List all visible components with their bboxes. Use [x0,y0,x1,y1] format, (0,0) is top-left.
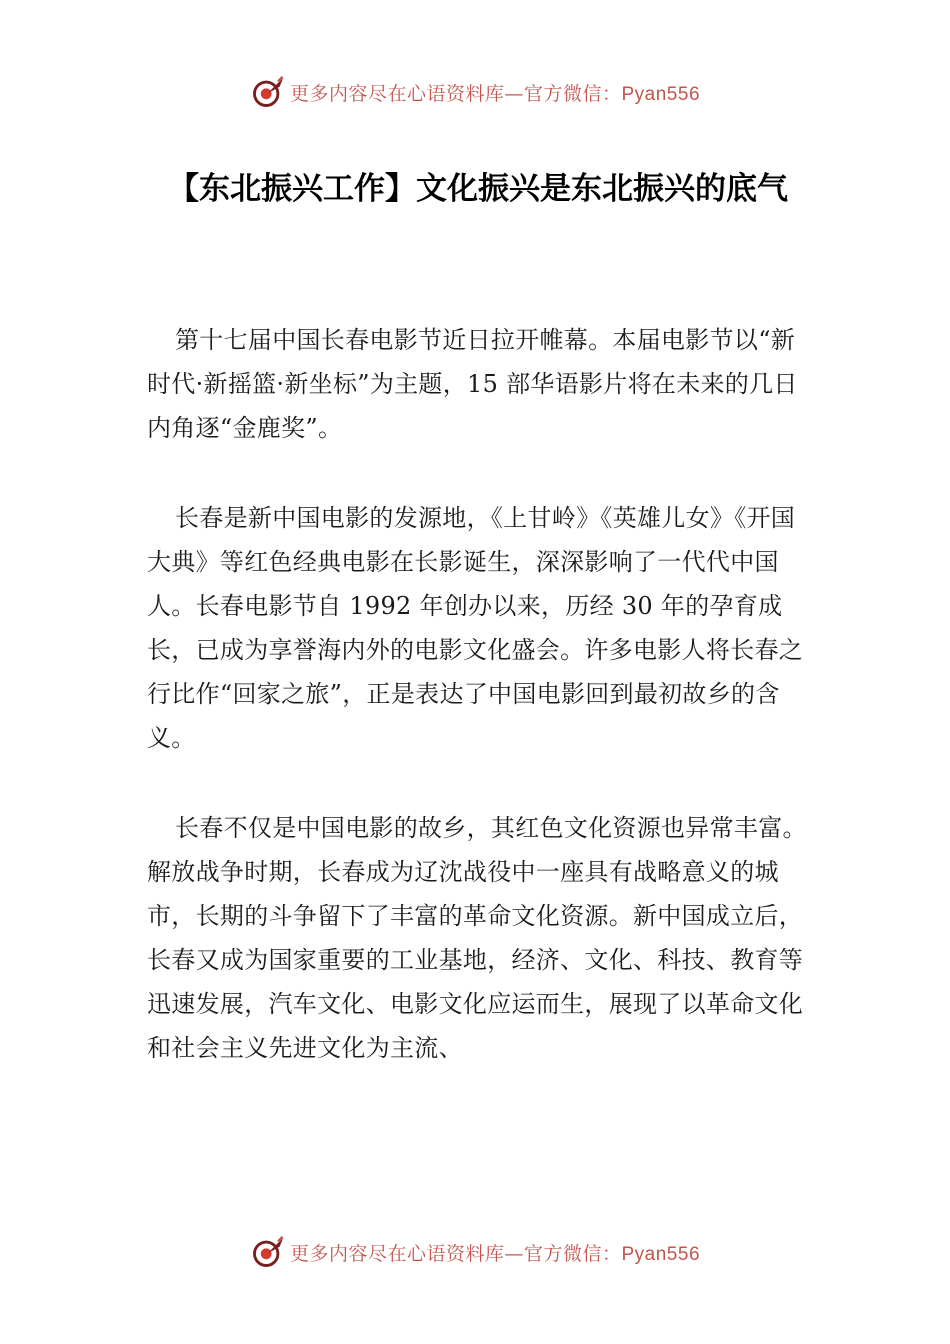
document-body [147,318,809,1116]
footer-wechat-id: Pyan556 [621,1243,701,1265]
footer-banner [0,1232,950,1272]
paragraph-3: 长春不仅是中国电影的故乡，其红色文化资源也异常丰富。解放战争时期，长春成为辽沈战役中一座具有战略意义的城市，长期的斗争留下了丰富的革命文化资源。新中国成立后，长春又成为国家重要的工业基地，经济、文化、科技、教育等迅速发展，汽车文化、电影文化应运而生，展现了以革命文化和社会主义先进文化为主流、 [147,814,807,1062]
header-banner [0,72,950,112]
footer-banner-text: 更多内容尽在心语资料库—官方微信：Pyan556 [289,1242,701,1265]
quill-logo-icon [250,74,286,110]
paragraph-2: 长春是新中国电影的发源地，《上甘岭》《英雄儿女》《开国大典》等红色经典电影在长影诞生，深深影响了一代代中国人。长春电影节自 1992 年创办以来，历经 30 年的孕育成长，已成为享誉海内外的电影文化盛会。许多电影人将长春之行比作“回家之旅”，正是表达了中国电影回到最初故乡的含义。 [147,504,804,752]
header-wechat-id: Pyan556 [621,83,701,105]
document-title: 【东北振兴工作】文化振兴是东北振兴的底气 [168,171,788,207]
quill-logo-icon [250,1234,286,1270]
paragraph-1: 第十七届中国长春电影节近日拉开帷幕。本届电影节以“新时代·新摇篮·新坐标”为主题，15 部华语影片将在未来的几日内角逐“金鹿奖”。 [147,326,798,442]
header-banner-text: 更多内容尽在心语资料库—官方微信：Pyan556 [289,82,701,105]
